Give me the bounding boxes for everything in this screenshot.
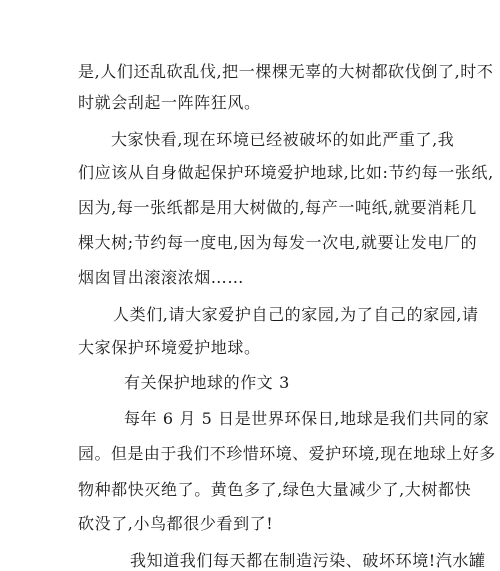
paragraph-5-line-3: 物种都快灭绝了。黄色多了,绿色大量减少了,大树都快 <box>78 480 472 499</box>
paragraph-1-line-2: 时就会刮起一阵阵狂风。 <box>78 93 261 112</box>
paragraph-5-line-4: 砍没了,小鸟都很少看到了! <box>78 514 274 533</box>
paragraph-5-line-1: 每年 6 月 5 日是世界环保日,地球是我们共同的家 <box>124 409 490 428</box>
paragraph-2-line-3: 因为,每一张纸都是用大树做的,每产一吨纸,就要消耗几 <box>78 198 477 217</box>
paragraph-2-line-5: 烟囱冒出滚滚浓烟…… <box>78 268 245 287</box>
paragraph-2-line-1: 大家快看,现在环境已经被破坏的如此严重了,我 <box>111 130 455 149</box>
paragraph-2-line-4: 棵大树;节约每一度电,因为每发一次电,就要让发电厂的 <box>78 233 478 252</box>
section-heading: 有关保护地球的作文 3 <box>124 373 290 392</box>
paragraph-3-line-2: 大家保护环境爱护地球。 <box>78 338 261 357</box>
paragraph-5-line-2: 园。但是由于我们不珍惜环境、爱护环境,现在地球上好多 <box>78 444 496 463</box>
paragraph-3-line-1: 人类们,请大家爱护自己的家园,为了自己的家园,请 <box>113 305 479 324</box>
paragraph-6-line-1: 我知道我们每天都在制造污染、破坏环境!汽水罐 <box>130 551 486 570</box>
paragraph-2-line-2: 们应该从自身做起保护环境爱护地球,比如:节约每一张纸, <box>78 163 494 182</box>
paragraph-1-line-1: 是,人们还乱砍乱伐,把一棵棵无辜的大树都砍伐倒了,时不 <box>78 62 494 81</box>
